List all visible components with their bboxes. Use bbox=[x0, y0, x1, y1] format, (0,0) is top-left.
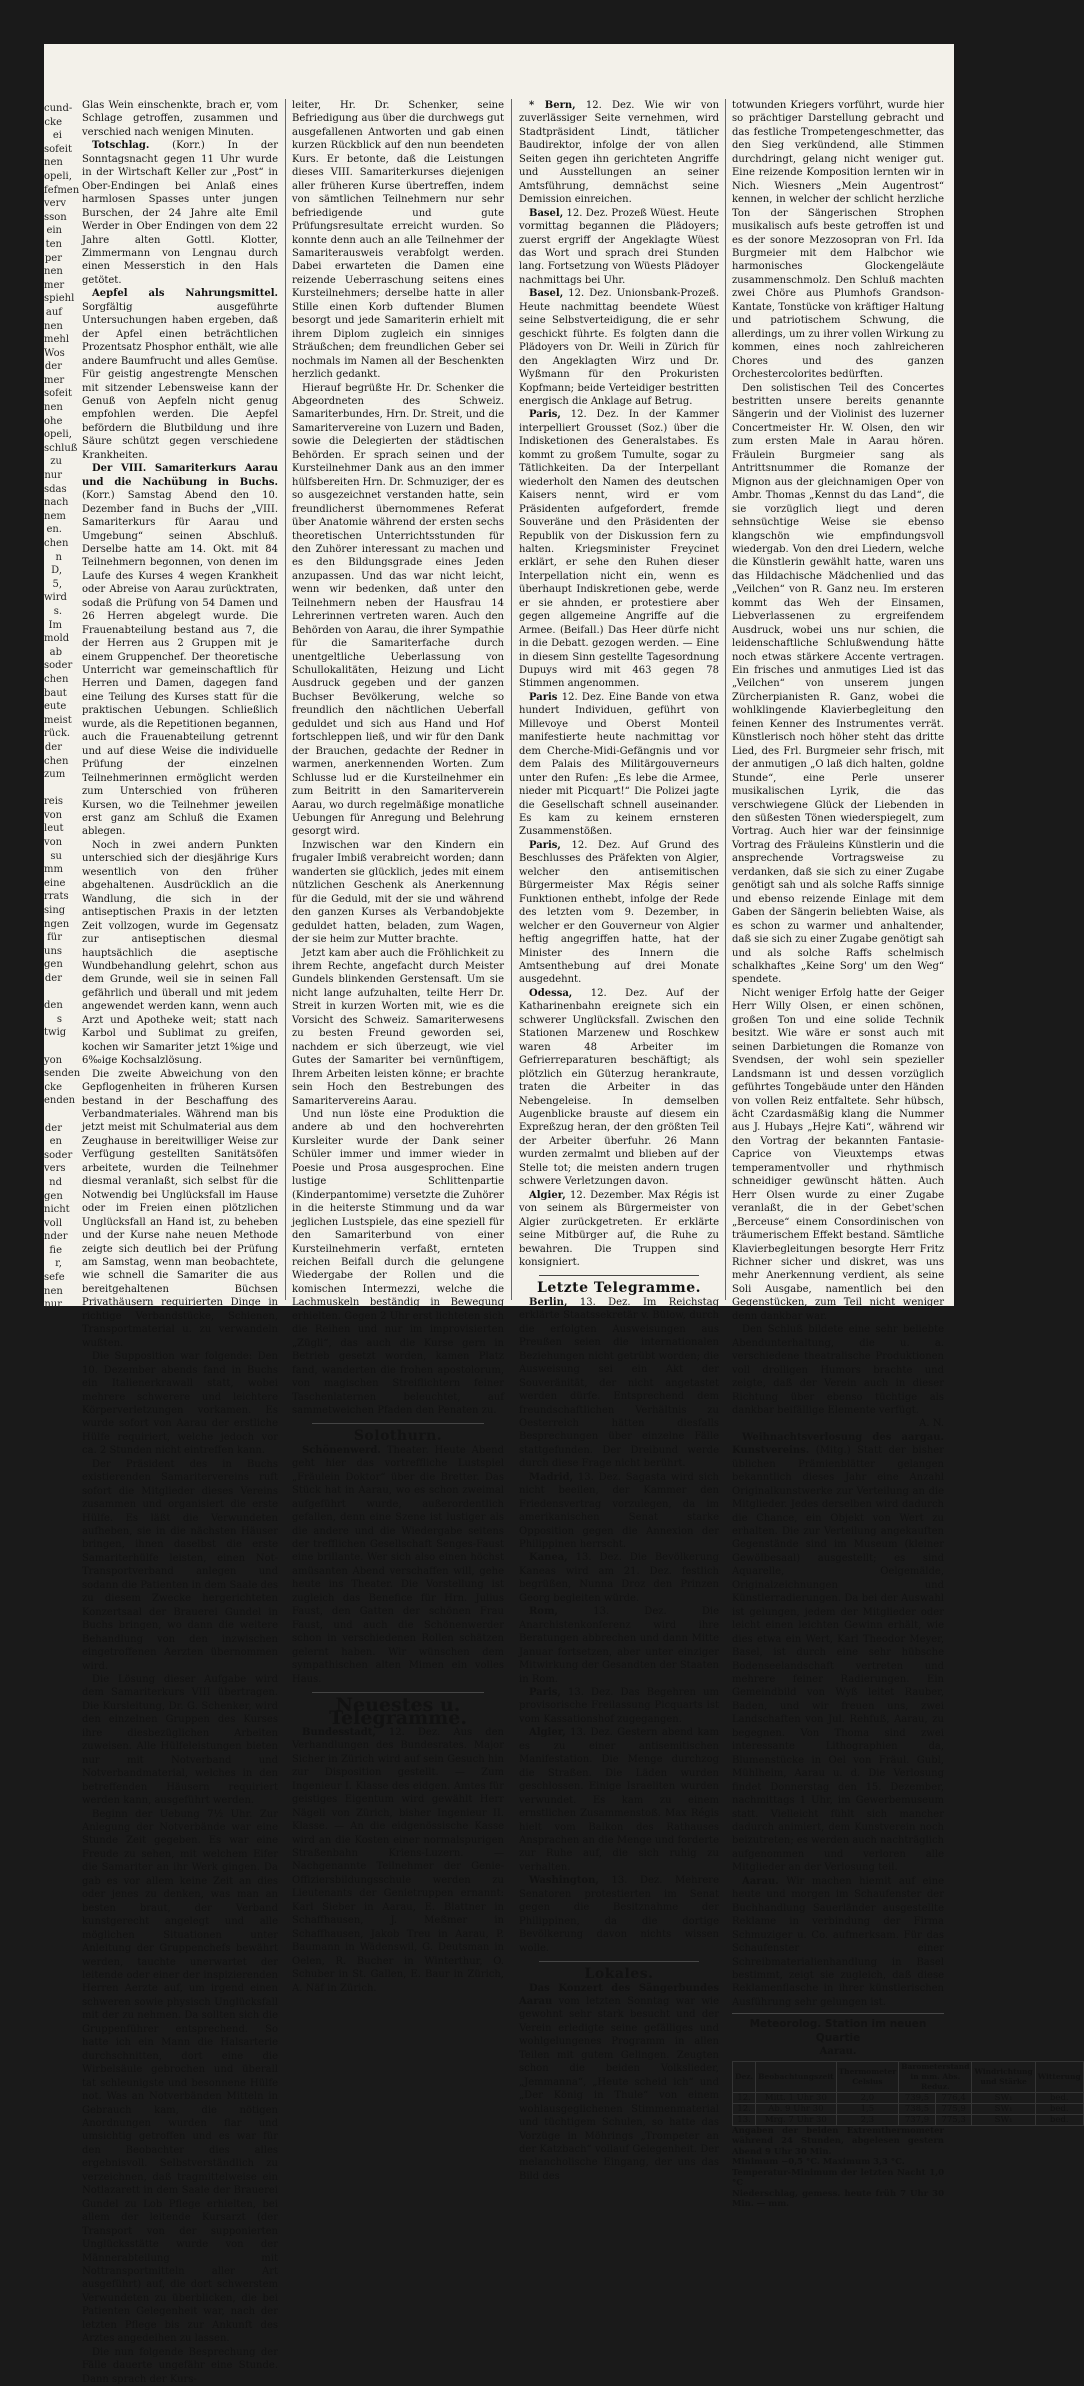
article-text: Die nun folgende Besprechung der Fälle dauerte ungefähr eine Stunde. Dann sprach der Kurs- bbox=[82, 2346, 278, 2385]
column-header: Witterung bbox=[1035, 2061, 1083, 2092]
column-rule bbox=[285, 99, 286, 1300]
weather-table bbox=[732, 2061, 1084, 2126]
divider bbox=[539, 1961, 699, 1962]
article bbox=[519, 1982, 719, 2184]
article-text: Sorgfältig ausgeführte Untersuchungen haben ergeben, daß der Apfel einen beträchtlichen Prozentsatz Phosphor enthält, wie alle andere Baumfrucht und alles Gemüse. Für geistig angestrengte Menschen mit sitzender Lebensweise kann der Genuß von Aepfeln nicht genug empfohlen werden. Die Aepfel befördern die Blutbildung und ihre Säure schützt gegen verschiedene Krankheiten. bbox=[82, 301, 278, 461]
article-heading: Basel, bbox=[529, 288, 564, 300]
article bbox=[519, 207, 719, 288]
article bbox=[82, 462, 278, 839]
column-header: Dez. bbox=[733, 2061, 756, 2092]
article bbox=[82, 139, 278, 287]
article-text: 12. Dez. In der Kammer interpelliert Grousset (Soz.) über die Indisketionen des Generalstabes. Es kommt zu großem Tumulte, sogar zu Tätlichkeiten. Da der Interpellant wiederholt den Namen des deutschen Kaisers nennt, wird er vom Präsidenten aufgefordert, fremde Souveräne und den Präsidenten der Republik von der Diskussion fern zu halten. Kriegsminister Freycinet erklärt, er sehe den Ruhen dieser Interpellation nicht ein, wenn es überhaupt Indiskretionen gebe, werde er sie ahnden, er protestiere aber gegen allgemeine Angriffe auf die Armee. (Beifall.) Das Heer dürfe nicht in die Debatt. gezogen werden. — Eine in diesem Sinn gestellte Tagesordnung Dupuys wird mit 463 gegen 78 Stimmen angenommen. bbox=[519, 409, 719, 690]
article-heading: Algier, bbox=[529, 1727, 566, 1739]
article-heading: Bundesstadt, bbox=[302, 1726, 376, 1738]
column-header: Beobachtungszeit bbox=[756, 2061, 836, 2092]
table-row bbox=[733, 2092, 1084, 2103]
article-text: 12. Dezember. Max Régis ist von seinem als Bürgermeister von Algier zurückgetreten. Er erklärte seine Mitbürger auf, die Ruhe zu bewahren. Die Truppen sind konsigniert. bbox=[519, 1189, 719, 1268]
article-text: (Mitg.) Statt der bisher üblichen Prämienblätter gelangen bekanntlich dieses Jahr eine Anzahl Originalkunstwerke zur Verteilung an die Mitglieder. Jedes derselben wird dadurch die Chance, ein Objekt von Wert zu erhalten. Die zur Verteilung angekauften Gegenstände sind im Museum (kleiner Gewölbesaal) ausgestellt; es sind Aquarelle, Oelgemälde, Originalzeichnungen und Künstlerradierungen. Da bei der Auswahl ist gelungen, jedem der Mitglieder oder leicht einen leichten Gewinn erhält, wie dies etwa ein Wert, Karl Theodor Meyer, Basel, ist durch eine sehr hübsche Bodenseelandschaft vertreten und mehrere feiner Radierungen. Ein Gemeindbild von Wyß leitet Rauber, Baden, und wir freuen uns, zwei Landschaften von Jul. Rehfuß, Aarau, zu begegnen. Von Thoma sind zwei interessante Lithographien da, Blumenstücke in Oel von Fräul. Gubl, Mühlheim, Aarau u. d. Die Verlosung findet Donnerstag den 15. Dezember, nachmittags 1 Uhr, im Gewerbemuseum statt. Vielleicht fühlt sich mancher dadurch animiert, dem Kunstverein noch beizutreten; es werden auch nachträglich aufgenommen und verloren alle Mitglieder an der Verlosung teil. bbox=[732, 1445, 944, 1874]
article-heading: Aarau. bbox=[742, 1875, 779, 1887]
table-row bbox=[733, 2114, 1084, 2125]
article-heading: Washington, bbox=[529, 1875, 599, 1887]
article bbox=[292, 1726, 504, 1995]
newspaper-page bbox=[44, 44, 1081, 2385]
article-text: Noch in zwei andern Punkten unterschied sich der diesjährige Kurs wesentlich von den früher abgehaltenen. Ausdrücklich an die Wandlung, die sich in der antiseptischen Praxis in der letzten Zeit vollzogen, wurde im Gegensatz zur antiseptischen diesmal hauptsächlich die aseptische Wundbehandlung gelehrt, schon aus dem Grunde, weil sie in seinen Fall gefährlich und überall und mit jedem angewendet werden kann, wenn auch Arzt und Apotheke weit; statt nach Karbol und Sublimat zu greifen, kochen wir Samariter jetzt 1%ige und 6‰ige Kochsalzlösung. bbox=[82, 839, 278, 1067]
author-signature: A. N. bbox=[919, 1418, 944, 1430]
column-3 bbox=[519, 99, 720, 2182]
table-cell: 13. bbox=[733, 2114, 756, 2125]
section-heading-last-telegrams: Letzte Telegramme. bbox=[536, 1280, 701, 1297]
weather-station-location: Aarau. bbox=[819, 2046, 857, 2058]
article bbox=[519, 1874, 719, 1955]
table-cell: SW₁ bbox=[972, 2092, 1035, 2103]
column-header: Thermometer Celsius bbox=[836, 2061, 899, 2092]
weather-night-minimum: Temperatur-Minimum der letzten Nacht 1,0 °C bbox=[732, 2167, 944, 2189]
article-heading: Kanea, bbox=[529, 1552, 568, 1564]
article-heading: Rom, bbox=[529, 1606, 559, 1618]
article-heading: Paris, bbox=[529, 409, 561, 421]
article bbox=[519, 1471, 719, 1552]
article-text: leiter, Hr. Dr. Schenker, seine Befriedigung aus über die durchwegs gut ausgefallenen Antworten und gab einen kurzen Rückblick auf den nun beendeten Kurs. Er betonte, daß die Leistungen dieses VIII. Samariterkurses diejenigen aller früheren Kurse übertreffen, indem von sämtlichen Teilnehmern nur sehr befriedigende und gute Prüfungsresultate erreicht wurden. So konnte denn auch an alle Teilnehmer der Samariterausweis verabfolgt werden. Dabei erwarteten die Damen eine reizende Ueberraschung seitens eines Kursteilnehmers; derselbe hatte in aller Stille einen Korb duftender Blumen besorgt und jede Samariterin erhielt mit ihrem Diplom zugleich ein sinniges Sträußchen; dem freundlichen Geber sei nochmals im Namen all der Beschenkten herzlich gedankt. bbox=[292, 100, 504, 381]
article-heading: Odessa, bbox=[529, 987, 573, 999]
column-4 bbox=[732, 99, 1081, 2210]
article-text: 12. Dez. Eine Bande von etwa hundert Individuen, geführt von Millevoye und Oberst Monteil manifestierte heute nachmittag vor dem Cherche-Midi-Gefängnis und vor dem Palais des Militärgouverneurs unter den Rufen: „Es lebe die Armee, nieder mit Picquart!“ Die Polizei jagte die Gesellschaft schnell auseinander. Es kam zu keinem ernsteren Zusammenstößen. bbox=[519, 691, 719, 838]
article-text: Wir machen hiemit auf eine heute und morgen im Schaufenster der Buchhandlung Sauerländer ausgestellte Reklame in verbindung der Firma Schmuziger u. Co. aufmerksam. Für das Schaufenster einer Schreibmaterialienhandlung in Basel bestimmt, zeigt sie zugleich, daß diese Reklamenflasche in ihrer künstlerischen Ausführung sehr gelungen ist. bbox=[732, 1875, 944, 2008]
article-text: 13. Dez. Die Anarchistenkonferenz wird ihre Beratungen abbrechen und dann Mitte Januar fortsetzen, aber unter einziger Mitwirkung der Gesandten der Staaten in Rom. bbox=[519, 1606, 719, 1685]
article bbox=[519, 1189, 719, 1270]
table-cell: 12. bbox=[733, 2103, 756, 2114]
article bbox=[519, 1296, 719, 1471]
article-text: Der Präsident des in Buchs existierenden Samaritervereins ruft sofort die Mitglieder dieses Vereins zusammen und organisiert die erste Hülfe. Es läßt die Verwundeten aufheben, sie in die nächsten Häuser bringen, ihnen daselbst die erste Samariterhülfe leisten, einen Not-Transportverband anlegen und sodann die Patienten in dem Saale des zu diesem Zwecke hergerichteten Konzertsaal der Brauerei Gundel in Buchs bringen, wo dann die weitere Behandlung von den inzwischen eingetroffenen Aerzten übernommen wird. bbox=[82, 1458, 278, 1672]
article-text: (Korr.) Samstag Abend den 10. Dezember fand in Buchs der „VIII. Samariterkurs für Aarau und Umgebung“ seinen Abschluß. Derselbe hatte am 14. Okt. mit 84 Teilnehmern begonnen, von denen im Laufe des Kurses 4 wegen Krankheit oder Abreise von Aarau zurücktraten, sodaß die Prüfung von 54 Damen und 26 Herren abgelegt wurde. Die Frauenabteilung bestand aus 7, die der Herren aus 2 Gruppen mit je einem Gruppenchef. Der theoretische Unterricht war gemeinschaftlich für Herren und Damen, dagegen fand eine Teilung des Kurses statt für die praktischen Uebungen. Schließlich wurde, als die Repetitionen begannen, auch die Frauenabteilung getrennt und auf diese Weise die individuelle Prüfung der einzelnen Teilnehmerinnen ermöglicht werden zum Unterschied von früheren Kursen, wo die Teilnehmer jeweilen erst ganz am Schluß die Examen ablegen. bbox=[82, 490, 278, 838]
article-text: Die Lösung dieser Aufgabe wird dem Samariterkurs VIII übertragen. Die Kursleitung, Dr. G. Schenker, wird den einzelnen Gruppen des Kurses ihre diesbezüglichen Arbeiten zuweisen. Alle Hülfeleistungen bieten nur mit Notverband und Notverbandmaterial, welches in den betreffenden Häusern requiriert werden kann, ausgeführt werden. bbox=[82, 1674, 278, 1807]
article bbox=[82, 287, 278, 462]
article-text: 13. Dez. Das Begehren um provisorische Freilassung Picquarts ist vom Kassationshof zugegangen. bbox=[519, 1687, 719, 1725]
article-text: (Korr.) In der Sonntagsnacht gegen 11 Uhr wurde in der Wirtschaft Keller zur „Post“ in Ober-Endingen bei Anlaß eines harmlosen Spasses unter jungen Burschen, der 24 Jahre alte Emil Werder in Ober Endingen von dem 22 Jahre alten Gottl. Klotter, Zimmermann von Lengnau durch einen Messerstich in den Hals getötet. bbox=[82, 140, 278, 286]
article bbox=[519, 1551, 719, 1605]
article-text: Theater. Heute Abend geht hier das vortreffliche Lustspiel „Fräulein Doktor“ über die Bretter. Das Stück hat in Aarau, wo es schon zweimal aufgeführt wurde, außerordentlich gefallen, denn eine Szene ist lustiger als die andere und die Wiedergabe seitens der trefflichen Gesellschaft Senges-Faust eine brillante. Wer sich also einen höchst amüsanten Abend verschaffen will, gehe heute ins Theater. Die Vorstellung ist zugleich das Benefice für Hrn. Julius Faust, den Gatten der schönen Frau Faust, und auch die Schönenwerder schon in verschiedenen Rollen schätzen gelernt haben. Wir wünschen dem sympathischen alten Mimen ein volles Haus. bbox=[292, 1444, 504, 1685]
table-cell: Ab. 9 Uhr 30 bbox=[756, 2103, 836, 2114]
article bbox=[519, 408, 719, 691]
article-text: 13. Dez. Gestern abend kam es zu einer antisemitischen Manifestation. Die Menge durchzog die Straßen. Die Läden wurden geschlossen. Einige Israeliten wurden verwundet. Es kam zu einem ernstlichen Zusammenstoß. Max Régis hielt vom Balkon des Rathauses Ansprachen an die Menge und forderte zur Ruhe auf, die sich ruhig zu verhalten. bbox=[519, 1727, 719, 1873]
previous-page-fragment: cund- cke ei sofeit nen opeli, fefmen verv sson ein ten per nen mer spiehl auf nen mehl Wos der mer sofeit nen ohe opeli, schluß zu nur sdas nach nem en. chen n D, 5, wird s. Im mold ab soder chen baut eute meist rück. der chen zum reis von leut von su mm eine rrats sing ngen für uns gen der den s twig yon senden cke enden der en soder vers nd gen nicht voll nder fie r, sefe nen nur bbox=[44, 103, 81, 1311]
table-cell: 737,9 bbox=[899, 2114, 936, 2125]
divider bbox=[539, 1275, 699, 1276]
column-2 bbox=[292, 99, 505, 1994]
article-heading: Paris, bbox=[529, 1687, 561, 1699]
table-cell: SW₁ bbox=[972, 2114, 1035, 2125]
article bbox=[519, 839, 719, 987]
article-text: totwunden Kriegers vorführt, wurde hier so prächtiger Darstellung gebracht und das festliche Trompetengeschmetter, das den Sieg verkündend, alle Stimmen durchdringt, gelang nicht weniger gut. Eine reizende Komposition lernten wir in Nich. Wiesners „Mein Augentrost“ kennen, in welcher der schlicht herzliche Ton der Sängerischen Strophen musikalisch aufs beste getroffen ist und es der sonore Mezzosopran von Frl. Ida Burgmeier mit dem Halbchor wie harmonisches Glockengeläute zusammenschmolz. Den Schluß machten zwei Chöre aus Plumhofs Grandson-Kantate, Tonstücke von kräftiger Haltung und patriotischem Schwung, die allerdings, um zu ihrer vollen Wirkung zu kommen, eines noch zahlreicheren Chores und des ganzen Orchestercolorites bedürften. bbox=[732, 100, 944, 381]
article-text: 12. Dez. Prozeß Wüest. Heute vormittag begannen die Plädoyers; zuerst ergriff der Angeklagte Wüest das Wort und sprach drei Stunden lang. Fortsetzung von Wüests Plädoyer nachmittags bei Uhr. bbox=[519, 207, 719, 286]
article-text: 13. Dez. Mehrere Senatoren protestierten im Senat gegen die Besitznahme der Philippinen, da die dortige Bevölkerung davon nichts wissen wolle. bbox=[519, 1875, 719, 1954]
article-text: 13. Dez. Die Bevölkerung Kaneas wird am 21. Dez. festlich begrüßen, Nunna Droz den Prinzen Georg begleiten würde. bbox=[519, 1552, 719, 1604]
column-header: Windrichtung und Stärke bbox=[972, 2061, 1035, 2092]
table-cell: 775,9 bbox=[935, 2103, 972, 2114]
article-heading: Paris bbox=[529, 691, 558, 703]
article-text: Hierauf begrüßte Hr. Dr. Schenker die Abgeordneten des Schweiz. Samariterbundes, Hrn. Dr. Streit, und die Samaritervereine von Luzern und Baden, sowie die Delegierten der städtischen Behörden. Er sprach seinen und der Kursteilnehmer Dank aus an den immer hülfsbereiten Hrn. Dr. Schmuziger, der es so ausgezeichnet verstanden hatte, sein freundlicherst übernommenes Referat über Anatomie während der ersten sechs theoretischen Unterrichtsstunden für den Zuhörer interessant zu machen und es den Bildungsgrade eines Jeden anzupassen. Und das war nicht leicht, wenn wir bedenken, daß unter den Teilnehmern neben der Hausfrau 14 Lehrerinnen vertreten waren. Auch den Behörden von Aarau, die ihrer Sympathie für die Samariterfache durch unentgeltliche Ueberlassung von Schullokalitäten, Heizung und Licht Ausdruck gegeben und der ganzen Buchser Bevölkerung, welche so freundlich den nächtlichen Ueberfall geduldet und sich aus Hand und Hof fortschleppen ließ, und wir für den Dank der Brauchen, gedachte der Redner in warmen, anerkennenden Worten. Zum Schlusse lud er die Kursteilnehmer ein zum Beitritt in den Samariterverein Aarau, wo durch regelmäßige monatliche Uebungen für Anregung und Belehrung gesorgt wird. bbox=[292, 382, 505, 838]
section-heading-news: Neuestes u. Telegramme. bbox=[329, 1694, 467, 1730]
weather-extremes: Minimum −0,5 °C. Maximum 3,3 °C. bbox=[732, 2157, 905, 2168]
column-rule bbox=[725, 99, 726, 1300]
weather-precipitation: Niederschlag, gemess. heute früh 7 Uhr 30 Min. — mm. bbox=[732, 2188, 944, 2210]
table-cell: 776,4 bbox=[935, 2092, 972, 2103]
article bbox=[519, 987, 719, 1189]
weather-table-header bbox=[733, 2061, 1084, 2092]
column-header: Barometerstand in mm. Abs. Reduz. bbox=[899, 2061, 972, 2092]
table-cell: bed. bbox=[1035, 2092, 1083, 2103]
article-heading: Paris, bbox=[529, 839, 561, 851]
article-text: 13. Dez. Im Reichstag erklärte Staatssekretär v. Bülow, durch die erfolgten Ausweisungen aus Preußen seien die internationalen Beziehungen nicht getrübt worden; die Ausweisung sei ein Akt der Souveränität, der nicht angetastet werden dürfe. Entsprechend dem freundschaftlichen Verhältnis zu Oesterreich hätten diesfalls Besprechungen über einzelne Fälle stattgefunden. Der Dreibund werde durch diese Frage nicht berührt. bbox=[519, 1296, 719, 1470]
article-heading: Totschlag. bbox=[92, 140, 150, 152]
table-cell: 2,3 bbox=[836, 2114, 899, 2125]
column-1 bbox=[82, 99, 278, 2385]
article bbox=[732, 1875, 944, 2010]
article-heading: Das Konzert des Sängerbundes Aarau bbox=[519, 1982, 719, 2007]
article-heading: Algier, bbox=[529, 1189, 566, 1201]
article-text: Beginn der Uebung 7½ Uhr. Zur Anlegung der Notverbände war eine Stunde Zeit gegeben. Es war eine Freude zu sehen, mit welchem Eifer die Samariter an ihr Werk gingen. Da gab es vor allem keine Zeit an dies oder jenes zu denken, was man an besten braut, der Verband kunstgerecht angelegt und alle möglichen Situationen unter Anleitung der Gruppenchefs bewährt werden, tauchte unerwartet der leitende oder einer der inspizierenden Herren Aerzte auf, um irgend einen schweren sowie physisch Unglücksfall mit der zu nehmen. Da sollten sich die Gruppenführer entsprechend. So hatte ich ein Mann die Halsarterie durchschnitten, dort eine die Wirbelsäule gebrochen und überall tat schleunigste und besonnene Hülfe not. Was an Notverbänden Mitteln in Gebrauch kam, die nötigen Anordnungen wurden flar und umsichtig getroffen und es war für den Beobachter dies alles ergebnisvoll. Selbstverständlich zu verzeichnen, daß tragmittelweise ein Notlazarett in dem Saale der Brauerei Gundel zu Lob Pflege erhielten, bei allem der leitende Kursarzt (der Transport von der supponierten Unglücksstätte wurde von der Männerabteilung mit Nottransportmitteln aller Art ausgeführt) auf, die dort schwerstem Verwundeten zu überblicken, die bei Patienten Gelegenheit war, nach der letzten Pflege bis zur Ankunft des Arztes angedeihen zu lassen. bbox=[82, 1808, 278, 2345]
article-text: Den Schluß bildete eine sehr beliebte Abendunterhaltung, die u. a. verschiedene theatralische Produktionen voll drolligen Humors brachte und zeigte, daß der Verein auch in dieser Richtung über ebenso tüchtige als dankbar beifällige Elemente verfügt. bbox=[732, 1324, 944, 1416]
article-text: Den solistischen Teil des Concertes bestritten unsere bereits genannte Sängerin und der Violinist des luzerner Concertmeister Hr. W. Olsen, den wir zum ersten Male in Aarau hören. Fräulein Burgmeier sang als Antrittsnummer die Romanze der Mignon aus der gleichnamigen Oper von Ambr. Thomas „Kennst du das Land“, die sie vorzüglich liegt und deren sehnsüchtige Weise sie ebenso klangschön wie empfindungsvoll wiedergab. Von den drei Liedern, welche die Künstlerin gewählt hatte, waren uns das Hildachische Mädchenlied und das „Veilchen“ von R. Ganz neu. Im ersteren kommt das Weh der Einsamen, Liebverlassenen zu ergreifendem Ausdruck, wobei uns nur schien, die leidenschaftliche Schlußwendung hätte noch etwas stärkere Accente vertragen. Ein frisches und anmutiges Lied ist das „Veilchen“ von unserem jungen Zürcherpianisten R. Ganz, wobei die wohlklingende Klavierbegleitung den feinen Kenner des Instrumentes verrät. Künstlerisch noch höher steht das dritte Lied, des Frl. Burgmeier sehr frisch, mit der anmutigen „O laß dich halten, goldne Stunde“, eine Perle unserer musikalischen Lyrik, die das verschwiegene Glück der Liebenden in den süßesten Tönen wiederspiegelt, zum Vortrag. Auch hier war der feinsinnige Vortrag des Fräuleins Künstlerin und die ansprechende Vortragsweise zu verdanken, daß sie sich zu einer Zugabe genötigt sah und als solche Raffs sinnige und ebenso reizende Einlage mit dem Gaben der Sängerin beliebten Waise, als es schon zu warmer und anhaltender, daß sie sich zu einer Zugabe genötigt sah und als solche Raffs schelmisch schalkhaftes „Keine Sorg' um den Weg“ spendete. bbox=[732, 382, 944, 986]
divider bbox=[312, 1692, 484, 1693]
weather-station-title: Meteorolog. Station im neuen Quartie bbox=[749, 2018, 927, 2044]
article-text: Jetzt kam aber auch die Fröhlichkeit zu ihrem Rechte, angefacht durch Meister Gundels blinkenden Gerstensaft. Um sie nicht lange aufzuhalten, teilte Herr Dr. Streit in kurzen Worten mit, wie es die Vorsicht des Schweiz. Samariterwesens zu besten Freund geworden sei, nachdem er sich überzeugt, wie viel Gutes der Samariter bei vernünftigem, Ihrem Arbeiten leisten könne; er brachte sein Hoch den Bestrebungen des Samaritervereins Aarau. bbox=[292, 947, 504, 1107]
table-cell: SW₁ bbox=[972, 2103, 1035, 2114]
weather-note: Angaben der beiden Extremthermometer während 24 Stunden, abgelesen gestern Abend 9 Uhr 30 Min. bbox=[732, 2125, 944, 2157]
article-text: vom letzten Sonntag war wie gewohnt sehr stark besucht und der Verein erledigte seine gefälliges und wohlgelungenes Programm in allen Teilen mit gutem Gelingen. Zeugten schon die beiden Volkslieder, „Jemmanna“, „Heute scheid ich“ und „Der König in Thule“ von einem wohlausgeglichenen Stimmenmaterial und tüchtigem Schulen, so hatte das Vorzüge in Möhrings „Trompeter an der Katzbach“ vollauf Gelegenheit. Der melancholische Eingang, der uns das Bild des bbox=[519, 1995, 719, 2182]
table-cell: 2,0 bbox=[836, 2092, 899, 2103]
table-cell: Mrg. 7 Uhr 30 bbox=[756, 2114, 836, 2125]
table-cell: bed. bbox=[1035, 2114, 1083, 2125]
section-heading-lokales: Lokales. bbox=[584, 1966, 654, 1983]
article-text: Die zweite Abweichung von den Gepflogenheiten in früheren Kursen bestand in der Beschaffung des Verbandmateriales. Während man bis jetzt meist mit Schulmaterial aus dem Zeughause in bereitwilliger Weise zur Verfügung gestellten Sanitätsöfen arbeitete, wurden die Teilnehmer diesmal veranlaßt, sich selbst für die Notwendig bei Unglücksfall im Hause oder im Freien einen plötzlichen Unglücksfall an Hand ist, zu beheben und der Kurse nahe neuen Methode zeigte sich deutlich bei der Prüfung am Samstag, wenn man beobachtete, wie schnell die Samariter die aus bereitgehaltenen Büchsen Privathäusern requirierten Dinge in richtige Verbandstücke, Schienen, Transportmaterial u. zu verwandeln wußten. bbox=[82, 1068, 278, 1349]
table-cell: 739,5 bbox=[899, 2092, 936, 2103]
article-text: 12. Dez. Auf der Katharinenbahn ereignete sich ein schwerer Unglücksfall. Zwischen den Stationen Marzenew und Roschkew waren 48 Arbeiter im Gefrierreparaturen beschäftigt; als plötzlich ein Güterzug herankraute, traten die Arbeiter in das Nebengeleise. In demselben Augenblicke brauste auf diesem ein Expreßzug heran, der den größten Teil der Arbeiter überfuhr. 26 Mann wurden zermalmt und blieben auf der Stelle tot; die meisten andern trugen schwere Verletzungen davon. bbox=[519, 987, 719, 1188]
table-row bbox=[733, 2103, 1084, 2114]
article-heading: Basel, bbox=[529, 207, 564, 219]
article bbox=[519, 99, 719, 207]
article-text: Die Supposition war folgende: Den 10. Dezember abends fand in Buchs ein Italienerkrawall statt, wobei mehrere schwerere und leichtere Körperverletzungen vorkamen. Es wurde sofort von Aarau der erstliche Hülfe requiriert, welche jedoch vor ca. 2 Stunden nicht eintreffen kann. bbox=[82, 1351, 278, 1457]
article-text: Nicht weniger Erfolg hatte der Geiger Herr Willy Olsen, er einen schönen, großen Ton und eine solide Technik besitzt. Wie wäre er sonst auch mit seinen Darbietungen die Romanze von Svendsen, der wohl sein spezieller Landsmann ist und dessen vorzüglich geführtes Tongebäude unter den Händen von vollen Reiz entfaltete. Sehr hübsch, ächt Czardasmäßig klang die Nummer aus J. Hubays „Hejre Kati“, während wir den Vortrag der bekannten Fantasie-Caprice von Vieuxtemps etwas temperamentvoller und rhythmisch schneidiger gewünscht hätten. Auch Herr Olsen wurde zu einer Zugabe veranlaßt, die in der Gebet'schen „Berceuse“ einem Consordinischen von träumerischem Effekt bestand. Sämtliche Klavierbegleitungen besorgte Herr Fritz Richner sicher und diskret, was uns mehr Anerkennung verdient, als seine Soli Ausgabe, namentlich bei den Gegenstücken, zum Teil nicht weniger denn dankbar war. bbox=[732, 987, 944, 1322]
article bbox=[519, 1605, 719, 1686]
table-cell: 738,5 bbox=[899, 2103, 936, 2114]
article-heading: Madrid, bbox=[529, 1471, 574, 1483]
column-rule bbox=[511, 99, 512, 1300]
article-text: Inzwischen war den Kindern ein frugaler Imbiß verabreicht worden; dann wanderten sie glücklich, jedes mit einem nützlichen Geschenk als Anerkennung für die Geduld, mit der sie und während den ganzen Kurses als Verbandobjekte geduldet hatten, beladen, zum Wagen, der sie heim zur Mutter brachte. bbox=[292, 839, 504, 946]
divider bbox=[312, 1423, 484, 1424]
table-cell: bed. bbox=[1035, 2103, 1083, 2114]
article-heading: Aepfel als Nahrungsmittel. bbox=[92, 288, 278, 300]
article-heading: Berlin, bbox=[529, 1296, 568, 1308]
article-heading: Weihnachtsverlosung des aargau. Kunstvereins. bbox=[732, 1431, 944, 1457]
article bbox=[732, 1431, 944, 1875]
article bbox=[519, 287, 719, 408]
article-heading: Der VIII. Samariterkurs Aarau und die Nachübung in Buchs. bbox=[82, 463, 278, 488]
section-heading-solothurn: Solothurn. bbox=[353, 1428, 443, 1445]
table-cell: 1,5 bbox=[836, 2103, 899, 2114]
article-text: 12. Dez. Aus den Verhandlungen des Bundesrates. Major Sicher in Zürich wird auf sein Gesuch hin zur Disposition gestellt. — Zum Ingenieur I. Klasse des eidgen. Amtes für geistiges Eigentum wird gewählt Herr Nägeli von Zürich, bisher Ingenieur II. Klasse. — An die eidgenössische Kasse wird an die Kosten einer normalspurigen Straßenbahn Kriens-Luzern. — Nachgenannte Teilnehmer der Genie-Offiziersbildungsschule werden zu Lieutenants der Genietruppen ernannt: Karl Sieber in Aarau, E. Blattner in Schaffhausen, J. Meßmer in Schaffhausen, Jakob Treu in Aarau, P. Baumann in Wädenswil, G. Deutsman in Oelen, R. Bucher in Winterthur, O. Schuber in St. Gallen, E. Baur in Zürich, A. Näf in Zürich. bbox=[292, 1726, 504, 1994]
article-heading: Schönenwerd. bbox=[302, 1444, 381, 1456]
article-text: 12. Dez. Unionsbank-Prozeß. Heute nachmittag beendete Wüest seine Selbstverteidigung, die er sehr geschickt führte. Es folgten dann die Plädoyers von Dr. Weili in Zürich für den Angeklagten Wirz und Dr. Wyßmann für den Prokuristen Kopfmann; beide Verteidiger bestritten energisch die Anklage auf Betrug. bbox=[519, 288, 719, 407]
article-text: 13. Dez. Sagasta wird sich nicht beeilen, der Kammer den Friedensvertrag vorzulegen, da im amerikanischen Senat starke Opposition gegen die Annexion der Philippinen herrscht. bbox=[519, 1471, 719, 1551]
divider bbox=[732, 2013, 944, 2014]
article-text: Und nun löste eine Produktion die andere ab und den hochverehrten Kursleiter wurde der Dank seiner Schüler immer und immer wieder in Poesie und Prosa ausgesprochen. Eine lustige Schlittenpartie (Kinderpantomime) versetzte die Zuhörer in die heiterste Stimmung und da war jeglichen Lustspiele, das eine speziell für den Samariterbund von einer Kursteilnehmerin verfaßt, ernteten reichen Beifall durch die gelungene Wiedergabe der Rollen und die komischen Intermezzi, welche die Lachmuskeln beständig in Bewegung erhielten. Gegen 2 Uhr erst lichteten sich die Reihen und nur im improvisierten „Zügli“, das auch die Kurse gern in Betrieb gesetzt worden, kamen Platz fand, wanderten die frohen apostolorum, von magischen Streiflichtern feiner Taschenlaternen beleuchtet, auf sammetweichen Pfaden den Penaten zu. bbox=[292, 1108, 504, 1416]
article bbox=[292, 1444, 504, 1686]
article bbox=[519, 1726, 719, 1874]
table-cell: 775,3 bbox=[935, 2114, 972, 2125]
article bbox=[519, 1686, 719, 1726]
table-cell: Mitt. 1 Uhr 30 bbox=[756, 2092, 836, 2103]
article-text: Glas Wein einschenkte, brach er, vom Schlage getroffen, zusammen und verschied nach wenigen Minuten. bbox=[82, 100, 278, 138]
article-text: 12. Dez. Wie wir von zuverlässiger Seite vernehmen, wird Stadtpräsident Lindt, tätlicher Baudirektor, infolge der von allen Seiten gegen ihn gerichteten Angriffe und Ausstellungen an seiner Amtsführung, demnächst seine Demission einreichen. bbox=[519, 100, 720, 206]
article-heading: * Bern, bbox=[529, 100, 576, 111]
table-cell: 12. bbox=[733, 2092, 756, 2103]
article bbox=[519, 691, 719, 839]
article-text: 12. Dez. Auf Grund des Beschlusses des Präfekten von Algier, welcher den antisemitischen Bürgermeister Max Régis seiner Funktionen enthebt, infolge der Rede des letzten vom 9. Dezember, in welcher er den Gouverneur von Algier heftig angegriffen hatte, hat der Minister des Innern die Amtsenthebung auf drei Monate ausgedehnt. bbox=[519, 839, 719, 986]
